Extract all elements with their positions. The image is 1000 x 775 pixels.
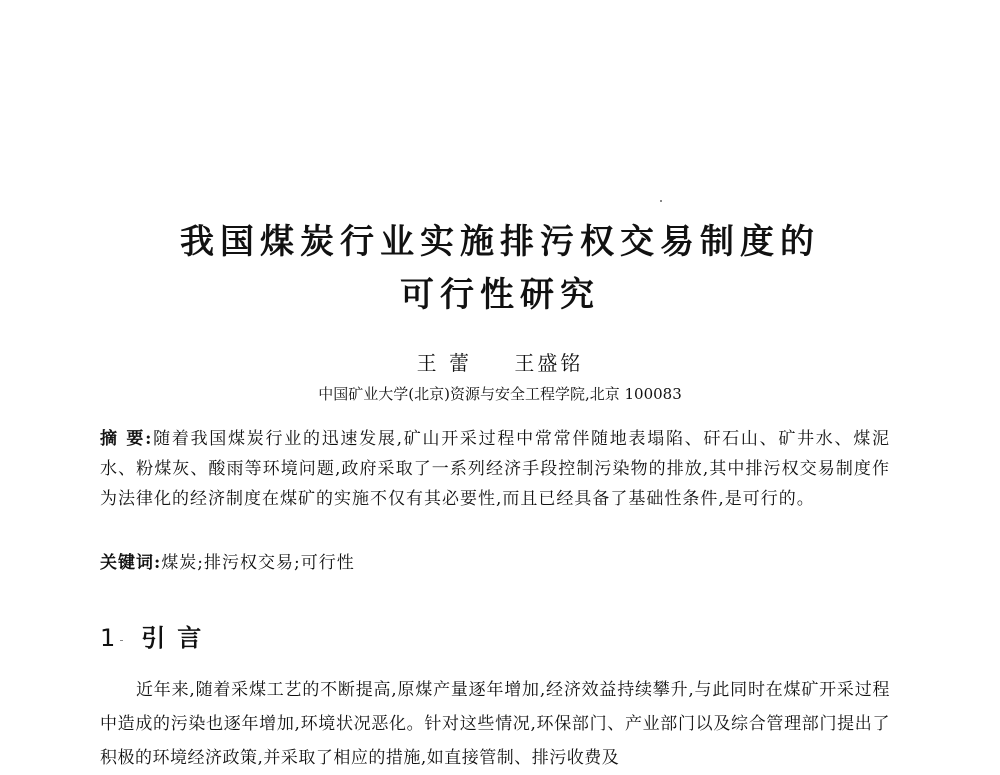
affiliation: 中国矿业大学(北京)资源与安全工程学院,北京 100083	[318, 385, 682, 403]
paper-title-line-2: 可行性研究	[400, 275, 600, 315]
abstract-label: 摘 要:	[100, 429, 153, 449]
keywords	[100, 550, 890, 576]
body-paragraph: 近年来,随着采煤工艺的不断提高,原煤产量逐年增加,经济效益持续攀升,与此同时在煤矿开采过程中造成的污染也逐年增加,环境状况恶化。针对这些情况,环保部门、产业部门以及综合管理部门提出了积极的环境经济政策,并采取了相应的措施,如直接管制、排污收费及	[100, 680, 890, 768]
scan-speck	[660, 200, 662, 202]
section-heading	[100, 622, 213, 654]
abstract-text: 随着我国煤炭行业的迅速发展,矿山开采过程中常常伴随地表塌陷、矸石山、矿井水、煤泥水、粉煤灰、酸雨等环境问题,政府采取了一系列经济手段控制污染物的排放,其中排污权交易制度作为法律化的经济制度在煤矿的实施不仅有其必要性,而且已经具备了基础性条件,是可行的。	[100, 429, 890, 509]
keywords-text: 煤炭;排污权交易;可行性	[161, 553, 355, 573]
abstract	[100, 424, 890, 514]
author-list	[0, 350, 1000, 376]
keywords-label: 关键词:	[100, 553, 162, 573]
author-name: 王 蕾	[416, 351, 472, 375]
section-title: 引言	[141, 624, 214, 652]
section-number: 1	[100, 624, 116, 652]
paper-title-line-1: 我国煤炭行业实施排污权交易制度的	[180, 222, 820, 262]
scan-speck	[120, 640, 123, 641]
author-name: 王盛铭	[514, 351, 584, 375]
